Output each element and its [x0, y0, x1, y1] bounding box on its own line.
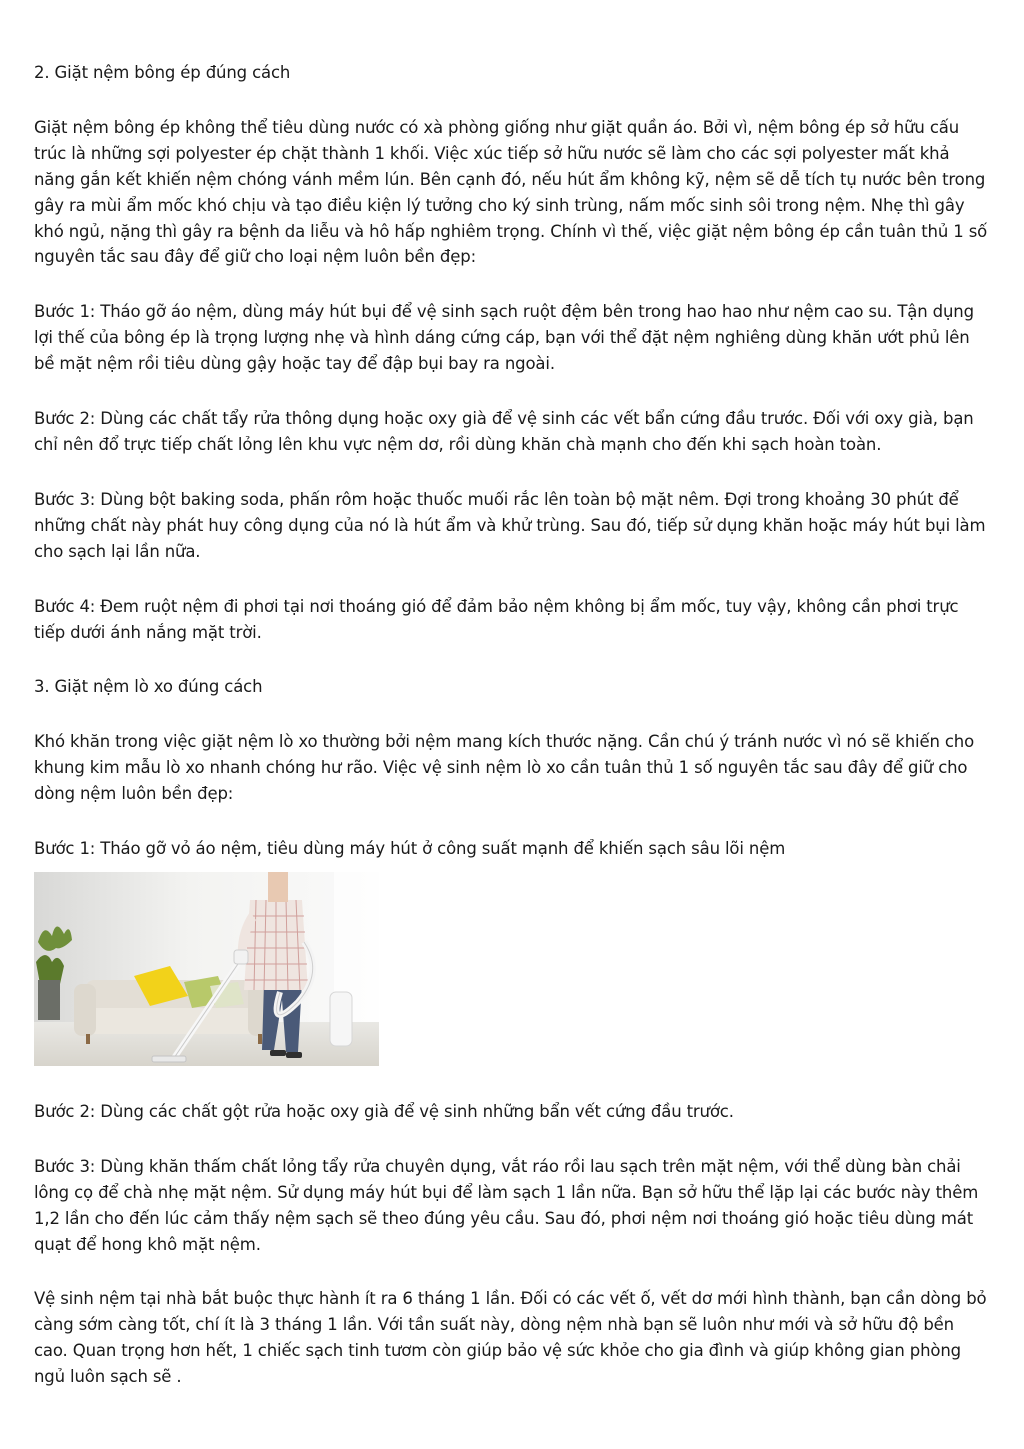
document-body [34, 60, 992, 1419]
paragraph-conclusion: Vệ sinh nệm tại nhà bắt buộc thực hành ít ra 6 tháng 1 lần. Đối có các vết ố, vết dơ mới hình thành, bạn cần dòng bỏ càng sớm càng tốt, chí ít là 3 tháng 1 lần. Với tần suất này, dòng nệm nhà bạn sẽ luôn như mới và sở hữu độ bền cao. Quan trọng hơn hết, 1 chiếc sạch tinh tươm còn giúp bảo vệ sức khỏe cho gia đình và giúp không gian phòng ngủ luôn sạch sẽ . [34, 1289, 987, 1387]
paragraph-spring-step-2: Bước 2: Dùng các chất gột rửa hoặc oxy già để vệ sinh những bẩn vết cứng đầu trước. [34, 1101, 734, 1121]
paragraph-foam-step-1: Bước 1: Tháo gỡ áo nệm, dùng máy hút bụi để vệ sinh sạch ruột đệm bên trong hao hao như nệm cao su. Tận dụng lợi thế của bông ép là trọng lượng nhẹ và hình dáng cứng cáp, bạn với thể đặt nệm nghiêng dùng khăn ướt phủ lên bề mặt nệm rồi tiêu dùng gậy hoặc tay để đập bụi bay ra ngoài. [34, 302, 974, 374]
paragraph-spring-step-1: Bước 1: Tháo gỡ vỏ áo nệm, tiêu dùng máy hút ở công suất mạnh để khiến sạch sâu lõi nệm [34, 839, 786, 859]
paragraph-foam-intro: Giặt nệm bông ép không thể tiêu dùng nước có xà phòng giống như giặt quần áo. Bởi vì, nệm bông ép sở hữu cấu trúc là những sợi polyester ép chặt thành 1 khối. Việc xúc tiếp sở hữu nước sẽ làm cho các sợi polyester mất khả năng gắn kết khiến nệm chóng vánh mềm lún. Bên cạnh đó, nếu hút ẩm không kỹ, nệm sẽ dễ tích tụ nước bên trong gây ra mùi ẩm mốc khó chịu và tạo điều kiện lý tưởng cho ký sinh trùng, nấm mốc sinh sôi trong nệm. Nhẹ thì gây khó ngủ, nặng thì gây ra bệnh da liễu và hô hấp nghiêm trọng. Chính vì thế, việc giặt nệm bông ép cần tuân thủ 1 số nguyên tắc sau đây để giữ cho loại nệm luôn bền đẹp: [34, 117, 988, 267]
section-heading-spring-mattress: 3. Giặt nệm lò xo đúng cách [34, 677, 263, 697]
paragraph-foam-step-2: Bước 2: Dùng các chất tẩy rửa thông dụng hoặc oxy già để vệ sinh các vết bẩn cứng đầu trước. Đối với oxy già, bạn chỉ nên đổ trực tiếp chất lỏng lên khu vực nệm dơ, rồi dùng khăn chà mạnh cho đến khi sạch hoàn toàn. [34, 409, 974, 454]
paragraph-foam-step-4: Bước 4: Đem ruột nệm đi phơi tại nơi thoáng gió để đảm bảo nệm không bị ẩm mốc, tuy vậy, không cần phơi trực tiếp dưới ánh nắng mặt trời. [34, 596, 959, 642]
paragraph-spring-intro: Khó khăn trong việc giặt nệm lò xo thường bởi nệm mang kích thước nặng. Cần chú ý tránh nước vì nó sẽ khiến cho khung kim mẫu lò xo nhanh chóng hư rão. Việc vệ sinh nệm lò xo cần tuân thủ 1 số nguyên tắc sau đây để giữ cho dòng nệm luôn bền đẹp: [34, 732, 975, 804]
vacuum-cleaning-photo [34, 872, 379, 1066]
section-heading-foam-mattress: 2. Giặt nệm bông ép đúng cách [34, 63, 291, 82]
paragraph-spring-step-3: Bước 3: Dùng khăn thấm chất lỏng tẩy rửa chuyên dụng, vắt ráo rồi lau sạch trên mặt nệm, với thể dùng bàn chải lông cọ để chà nhẹ mặt nệm. Sử dụng máy hút bụi để làm sạch 1 lần nữa. Bạn sở hữu thể lặp lại các bước này thêm 1,2 lần cho đến lúc cảm thấy nệm sạch sẽ theo đúng yêu cầu. Sau đó, phơi nệm nơi thoáng gió hoặc tiêu dùng mát quạt để hong khô mặt nệm. [34, 1156, 979, 1254]
paragraph-foam-step-3: Bước 3: Dùng bột baking soda, phấn rôm hoặc thuốc muối rắc lên toàn bộ mặt nêm. Đợi trong khoảng 30 phút để những chất này phát huy công dụng của nó là hút ẩm và khử trùng. Sau đó, tiếp sử dụng khăn hoặc máy hút bụi làm cho sạch lại lần nữa. [34, 489, 986, 561]
